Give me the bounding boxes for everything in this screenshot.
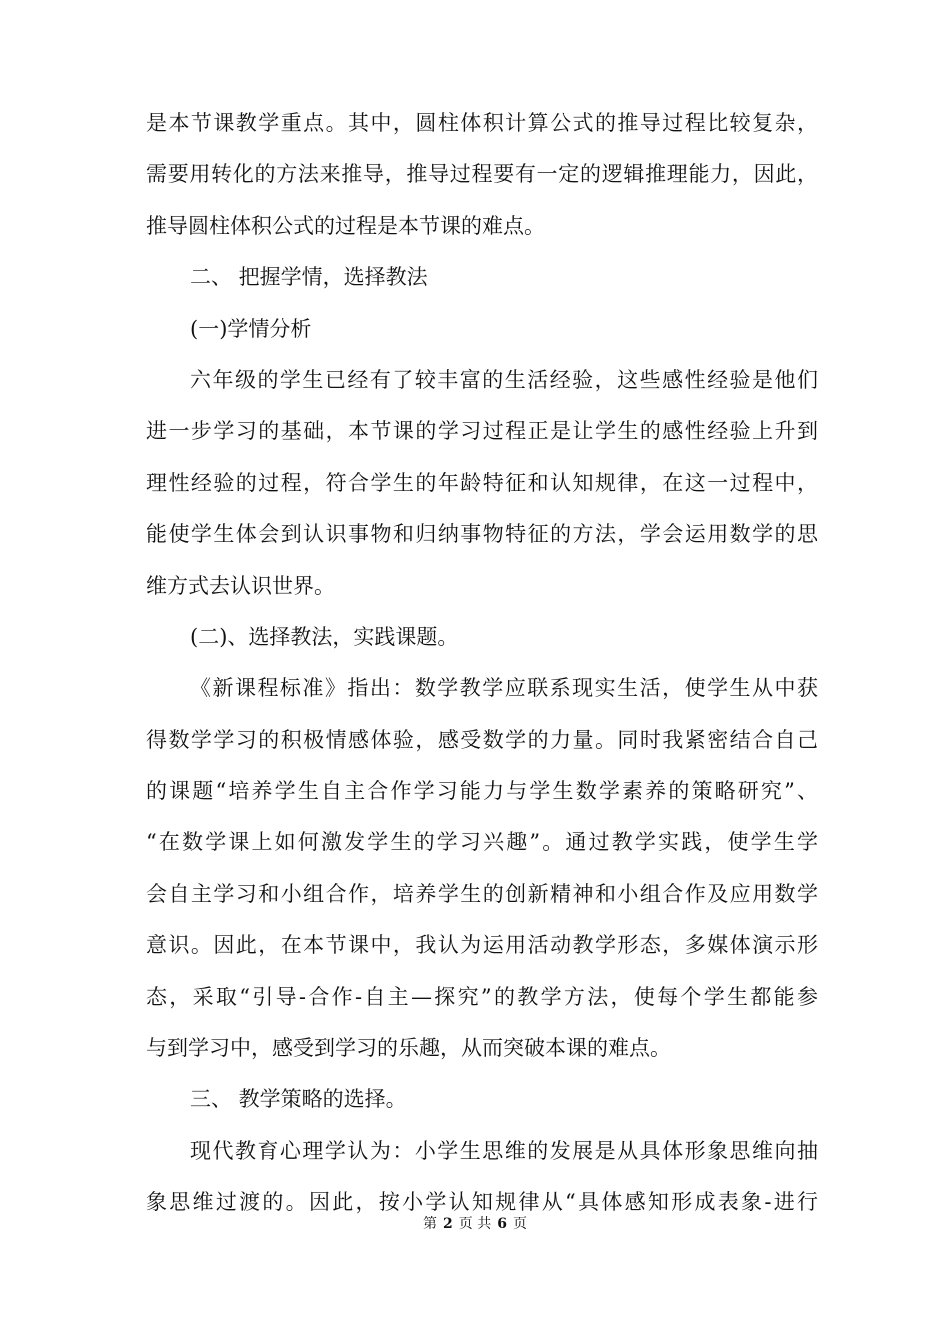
text-line: 需要用转化的方法来推导，推导过程要有一定的逻辑推理能力，因此， xyxy=(146,162,818,187)
text-line: 得数学学习的积极情感体验，感受数学的力量。同时我紧密结合自己 xyxy=(146,727,818,752)
footer-current-page: 2 xyxy=(443,1216,453,1232)
footer-middle: 页 共 xyxy=(458,1216,492,1232)
text-line: 六年级的学生已经有了较丰富的生活经验，这些感性经验是他们 xyxy=(190,367,818,392)
document-body xyxy=(146,98,818,1229)
paragraph xyxy=(146,355,818,612)
text-line: 象思维过渡的。因此，按小学认知规律从“具体感知形成表象-进行 xyxy=(146,1190,818,1215)
text-line: “在数学课上如何激发学生的学习兴趣”。通过教学实践，使学生学 xyxy=(146,830,818,855)
text-line: 进一步学习的基础，本节课的学习过程正是让学生的感性经验上升到 xyxy=(146,419,818,444)
text-line: 推导圆柱体积公式的过程是本节课的难点。 xyxy=(146,213,545,238)
text-line: 能使学生体会到认识事物和归纳事物特征的方法，学会运用数学的思 xyxy=(146,522,818,547)
section-heading xyxy=(146,252,818,303)
page-footer xyxy=(0,1213,950,1233)
text-line: 三、 教学策略的选择。 xyxy=(190,1087,407,1112)
text-line: (一)学情分析 xyxy=(190,316,312,341)
text-line: 维方式去认识世界。 xyxy=(146,573,335,598)
text-line: 与到学习中，感受到学习的乐趣，从而突破本课的难点。 xyxy=(146,1036,671,1061)
footer-total-pages: 6 xyxy=(497,1216,507,1232)
text-line: 意识。因此，在本节课中，我认为运用活动教学形态，多媒体演示形 xyxy=(146,933,818,958)
text-line: 二、 把握学情，选择教法 xyxy=(190,265,428,290)
section-heading xyxy=(146,1074,818,1125)
text-line: 《新课程标准》指出：数学教学应联系现实生活，使学生从中获 xyxy=(190,676,818,701)
text-line: 的课题“培养学生自主合作学习能力与学生数学素养的策略研究”、 xyxy=(146,779,818,804)
text-line: 态，采取“引导-合作-自主—探究”的教学方法，使每个学生都能参 xyxy=(146,984,818,1009)
text-line: 理性经验的过程，符合学生的年龄特征和认知规律，在这一过程中， xyxy=(146,470,818,495)
footer-prefix: 第 xyxy=(423,1216,438,1232)
section-heading xyxy=(146,612,818,663)
footer-suffix: 页 xyxy=(512,1216,527,1232)
text-line: 是本节课教学重点。其中，圆柱体积计算公式的推导过程比较复杂， xyxy=(146,111,818,135)
text-line: (二)、选择教法，实践课题。 xyxy=(190,624,459,649)
text-line: 现代教育心理学认为：小学生思维的发展是从具体形象思维向抽 xyxy=(190,1138,818,1163)
paragraph xyxy=(146,663,818,1074)
text-line: 会自主学习和小组合作，培养学生的创新精神和小组合作及应用数学 xyxy=(146,881,818,906)
section-heading xyxy=(146,304,818,355)
paragraph xyxy=(146,98,818,252)
